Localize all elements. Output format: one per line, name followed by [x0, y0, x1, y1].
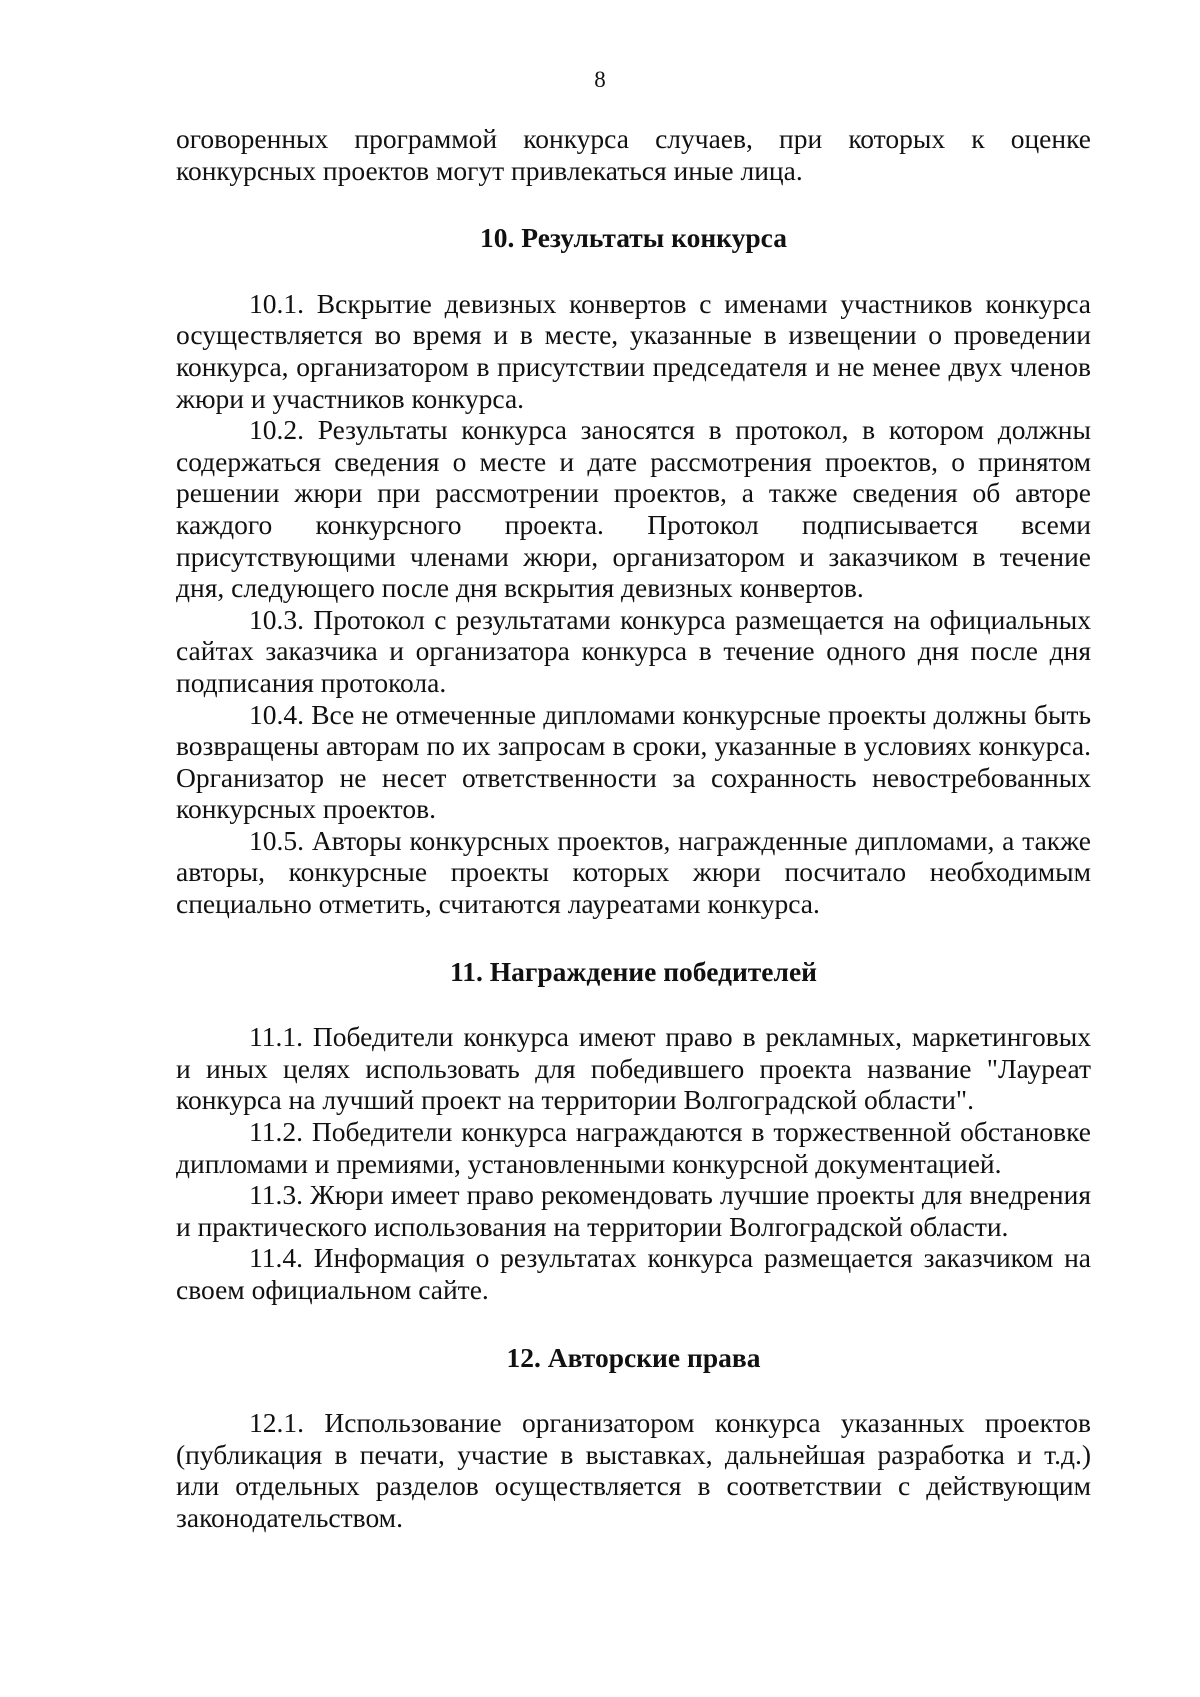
paragraph-11-2: 11.2. Победители конкурса награждаются в торжественной обстановке дипломами и премиями, установленными конкурсной документацией. — [176, 1116, 1091, 1179]
page-number: 8 — [594, 67, 606, 92]
paragraph-11-4: 11.4. Информация о результатах конкурса размещается заказчиком на своем официальном сайте. — [176, 1242, 1091, 1305]
section-10-heading: 10. Результаты конкурса — [480, 222, 787, 254]
paragraph-10-5: 10.5. Авторы конкурсных проектов, награжденные дипломами, а также авторы, конкурсные проекты которых жюри посчитало необходимым специально отметить, считаются лауреатами конкурса. — [176, 824, 1091, 920]
paragraph-12-1: 12.1. Использование организатором конкурса указанных проектов (публикация в печати, участие в выставках, дальнейшая разработка и т.д.) или отдельных разделов осуществляется в соответствии с действующим законодательством. — [176, 1407, 1091, 1533]
paragraph-10-4: 10.4. Все не отмеченные дипломами конкурсные проекты должны быть возвращены авторам по их запросам в сроки, указанные в условиях конкурса. Организатор не несет ответственности за сохранность невостребованных конкурсных проектов. — [176, 698, 1091, 825]
document-body — [176, 123, 1091, 1534]
paragraph-10-3: 10.3. Протокол с результатами конкурса размещается на официальных сайтах заказчика и организатора конкурса в течение одного дня после дня подписания протокола. — [176, 603, 1091, 698]
intro-paragraph: оговоренных программой конкурса случаев, при которых к оценке конкурсных проектов могут привлекаться иные лица. — [176, 123, 1091, 186]
paragraph-11-1: 11.1. Победители конкурса имеют право в рекламных, маркетинговых и иных целях использовать для победившего проекта название "Лауреат конкурса на лучший проект на территории Волгоградской области". — [176, 1021, 1091, 1116]
section-11-heading: 11. Награждение победителей — [449, 955, 817, 987]
section-12-heading: 12. Авторские права — [506, 1341, 761, 1373]
paragraph-11-3: 11.3. Жюри имеет право рекомендовать лучшие проекты для внедрения и практического использования на территории Волгоградской области. — [176, 1179, 1091, 1242]
paragraph-10-1: 10.1. Вскрытие девизных конвертов с именами участников конкурса осуществляется во время и в месте, указанные в извещении о проведении конкурса, организатором в присутствии председателя и не менее двух членов жюри и участников конкурса. — [176, 287, 1091, 414]
paragraph-10-2: 10.2. Результаты конкурса заносятся в протокол, в котором должны содержаться сведения о месте и дате рассмотрения проектов, о принятом решении жюри при рассмотрении проектов, а также сведения об авторе каждого конкурсного проекта. Протокол подписывается всеми присутствующими членами жюри, организатором и заказчиком в течение дня, следующего после дня вскрытия девизных конвертов. — [176, 414, 1091, 604]
